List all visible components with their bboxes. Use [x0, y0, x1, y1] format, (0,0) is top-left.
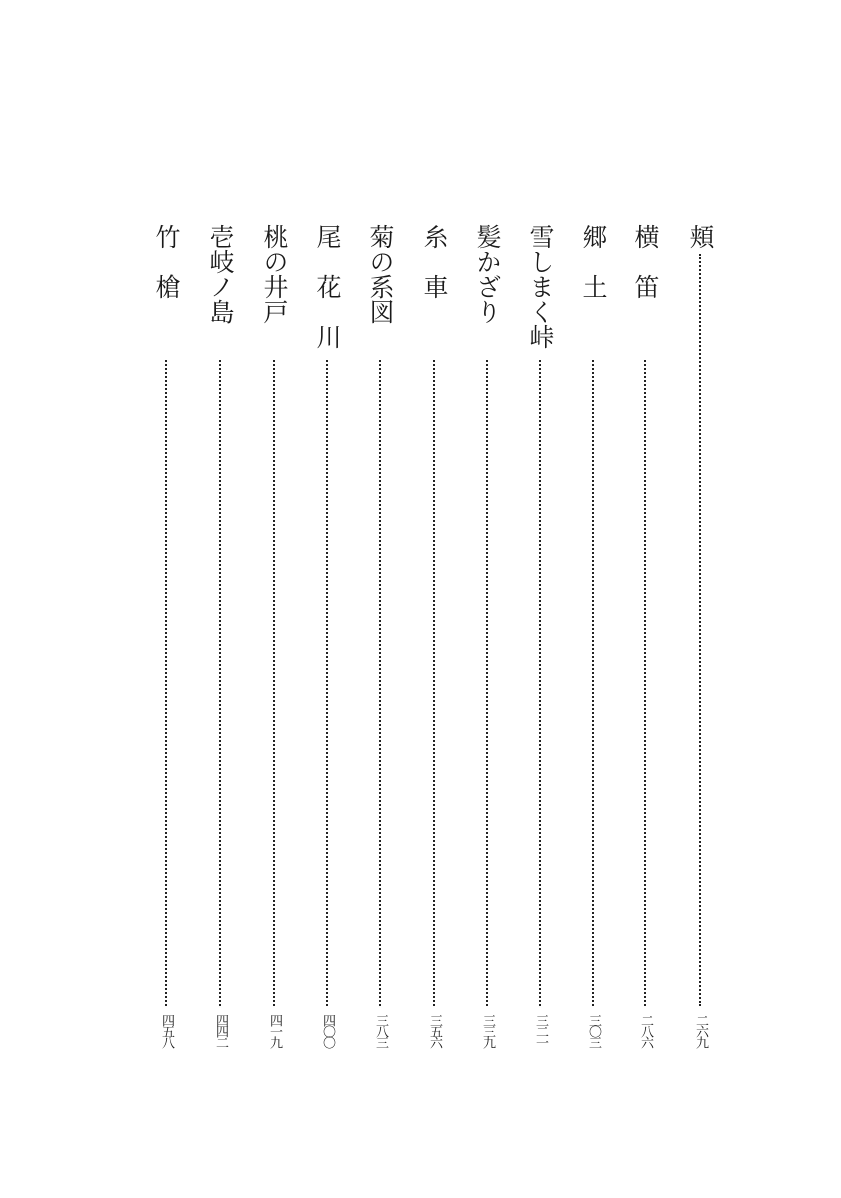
page-number: 四〇〇: [320, 1014, 335, 1047]
dot-leader: [592, 360, 594, 1006]
toc-entry: [680, 224, 720, 1054]
dot-leader: [699, 254, 701, 1006]
toc-entry: [254, 224, 294, 1054]
entry-title: 雪しまく峠: [526, 224, 555, 349]
entry-title: 郷 土: [579, 224, 608, 299]
dot-leader: [165, 360, 167, 1006]
entry-title: 髪かざり: [473, 224, 502, 324]
dot-leader: [273, 360, 275, 1006]
page-number: 三三九: [480, 1014, 495, 1047]
page-number: 二八六: [638, 1014, 653, 1047]
toc-entry: [625, 224, 665, 1054]
entry-title: 尾 花 川: [313, 224, 342, 349]
page-number: 四五八: [159, 1014, 174, 1047]
page-number: 三八三: [373, 1014, 388, 1047]
page-number: 三五六: [427, 1014, 442, 1047]
dot-leader: [379, 360, 381, 1006]
entry-title: 横 笛: [631, 224, 660, 299]
toc-entry: [414, 224, 454, 1054]
page-number: 二六九: [693, 1014, 708, 1047]
toc-entry: [520, 224, 560, 1054]
dot-leader: [433, 360, 435, 1006]
page-number: 三〇三: [586, 1014, 601, 1047]
page-number: 三二一: [533, 1014, 548, 1047]
dot-leader: [539, 360, 541, 1006]
toc-entry: [360, 224, 400, 1054]
entry-title: 竹 槍: [152, 224, 181, 299]
page-number: 四四二: [213, 1014, 228, 1047]
toc-entry: [307, 224, 347, 1054]
entry-title: 菊の系図: [366, 224, 395, 324]
entry-title: 壱岐ノ島: [206, 224, 235, 324]
toc-entry: [467, 224, 507, 1054]
toc-entry: [146, 224, 186, 1054]
entry-title: 糸 車: [420, 224, 449, 299]
entry-title: 頬: [686, 224, 715, 249]
dot-leader: [644, 360, 646, 1006]
page-number: 四一九: [267, 1014, 282, 1047]
dot-leader: [326, 360, 328, 1006]
entry-title: 桃の井戸: [260, 224, 289, 324]
toc-entry: [573, 224, 613, 1054]
dot-leader: [486, 360, 488, 1006]
toc-entry: [200, 224, 240, 1054]
dot-leader: [219, 360, 221, 1006]
